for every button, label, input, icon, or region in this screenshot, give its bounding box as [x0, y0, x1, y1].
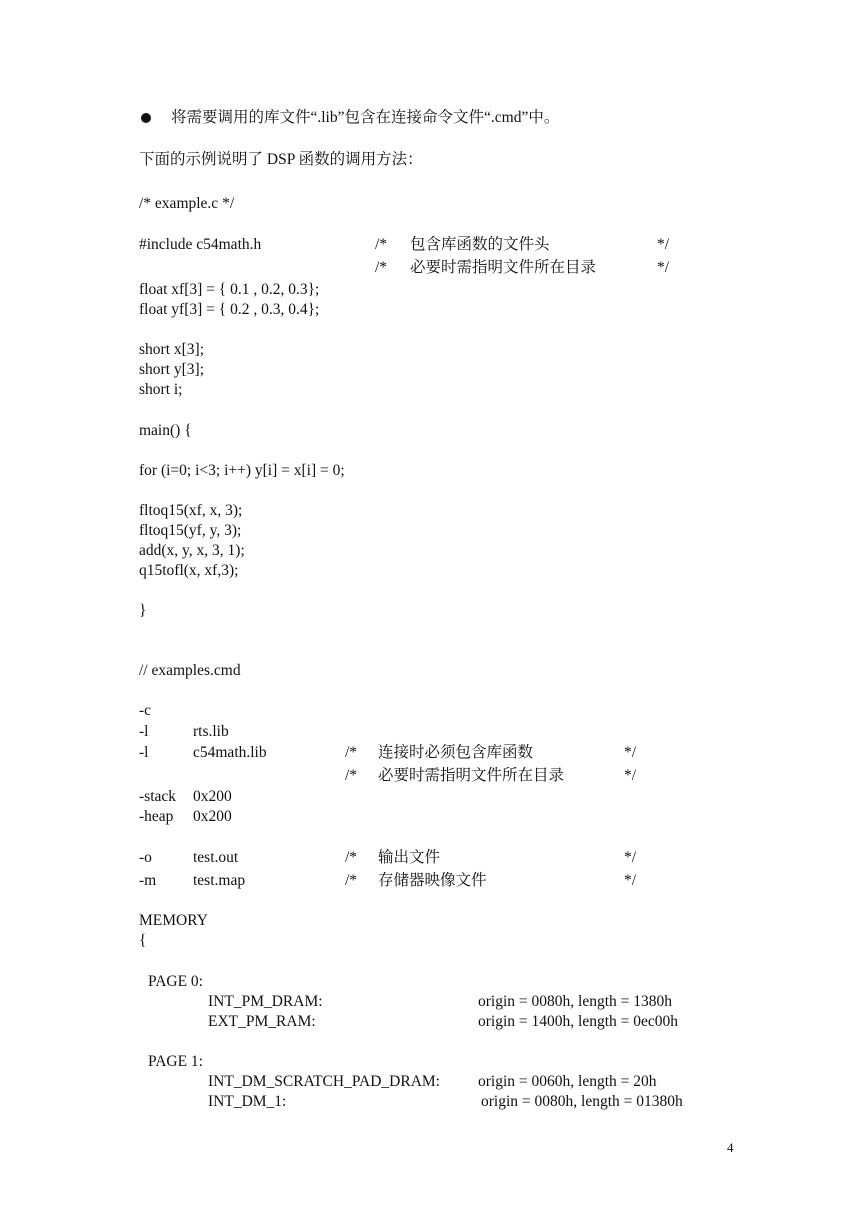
comment-close: */ [657, 259, 670, 276]
comment-open: /* [345, 767, 358, 784]
code-line: q15tofl(x, xf,3); [139, 562, 239, 579]
memory-entry-name: INT_DM_SCRATCH_PAD_DRAM: [208, 1073, 440, 1090]
cmd-argument: c54math.lib [193, 744, 267, 761]
cmd-argument: test.map [193, 872, 246, 889]
memory-entry-name: INT_DM_1: [208, 1093, 287, 1110]
cmd-comment-text: 连接时必须包含库函数 [378, 744, 534, 761]
memory-keyword: MEMORY [139, 912, 208, 929]
page-label: PAGE 0: [148, 973, 203, 990]
comment-open: /* [345, 849, 358, 866]
cmd-argument: 0x200 [193, 808, 232, 825]
memory-entry-value: origin = 1400h, length = 0ec00h [478, 1013, 679, 1030]
page-label: PAGE 1: [148, 1053, 203, 1070]
include-statement: #include c54math.h [139, 236, 262, 253]
comment-open: /* [345, 872, 358, 889]
comment-close: */ [624, 872, 637, 889]
cmd-option: -l [139, 723, 149, 740]
comment-close: */ [624, 744, 637, 761]
cmd-comment-text: 存储器映像文件 [378, 872, 487, 889]
cmd-option: -o [139, 849, 152, 866]
cmd-flag: -c [139, 702, 152, 719]
bullet-dot [141, 113, 151, 123]
code-line: float xf[3] = { 0.1 , 0.2, 0.3}; [139, 281, 320, 298]
cmd-comment-text: 输出文件 [378, 849, 441, 866]
cmd-option: -stack [139, 788, 177, 805]
memory-entry-value: origin = 0080h, length = 1380h [478, 993, 672, 1010]
comment-close: */ [624, 849, 637, 866]
intro-text: 下面的示例说明了 DSP 函数的调用方法： [139, 151, 423, 168]
code-line: short x[3]; [139, 341, 205, 358]
code-line: add(x, y, x, 3, 1); [139, 542, 245, 559]
code-line: main() { [139, 422, 192, 439]
bullet-text: 将需要调用的库文件“.lib”包含在连接命令文件“.cmd”中。 [171, 109, 560, 126]
code-line: } [139, 602, 147, 619]
cmd-option: -heap [139, 808, 174, 825]
memory-brace: { [139, 932, 147, 949]
example-c-header: /* example.c */ [139, 195, 235, 212]
comment-close: */ [657, 236, 670, 253]
memory-entry-value: origin = 0080h, length = 01380h [481, 1093, 683, 1110]
cmd-argument: rts.lib [193, 723, 229, 740]
cmd-comment-text: 必要时需指明文件所在目录 [378, 767, 565, 784]
memory-entry-name: INT_PM_DRAM: [208, 993, 323, 1010]
code-line: short i; [139, 381, 183, 398]
comment-close: */ [624, 767, 637, 784]
code-line: fltoq15(yf, y, 3); [139, 522, 242, 539]
memory-entry-value: origin = 0060h, length = 20h [478, 1073, 657, 1090]
comment-open: /* [375, 236, 388, 253]
page-number: 4 [727, 1140, 734, 1155]
code-line: fltoq15(xf, x, 3); [139, 502, 243, 519]
cmd-argument: 0x200 [193, 788, 232, 805]
cmd-header: // examples.cmd [139, 662, 241, 679]
comment-open: /* [345, 744, 358, 761]
code-line: for (i=0; i<3; i++) y[i] = x[i] = 0; [139, 462, 345, 479]
code-line: float yf[3] = { 0.2 , 0.3, 0.4}; [139, 301, 320, 318]
code-line: short y[3]; [139, 361, 205, 378]
cmd-option: -m [139, 872, 157, 889]
include-comment-text: 必要时需指明文件所在目录 [410, 259, 597, 276]
cmd-option: -l [139, 744, 149, 761]
cmd-argument: test.out [193, 849, 239, 866]
memory-entry-name: EXT_PM_RAM: [208, 1013, 316, 1030]
include-comment-text: 包含库函数的文件头 [410, 236, 550, 253]
comment-open: /* [375, 259, 388, 276]
